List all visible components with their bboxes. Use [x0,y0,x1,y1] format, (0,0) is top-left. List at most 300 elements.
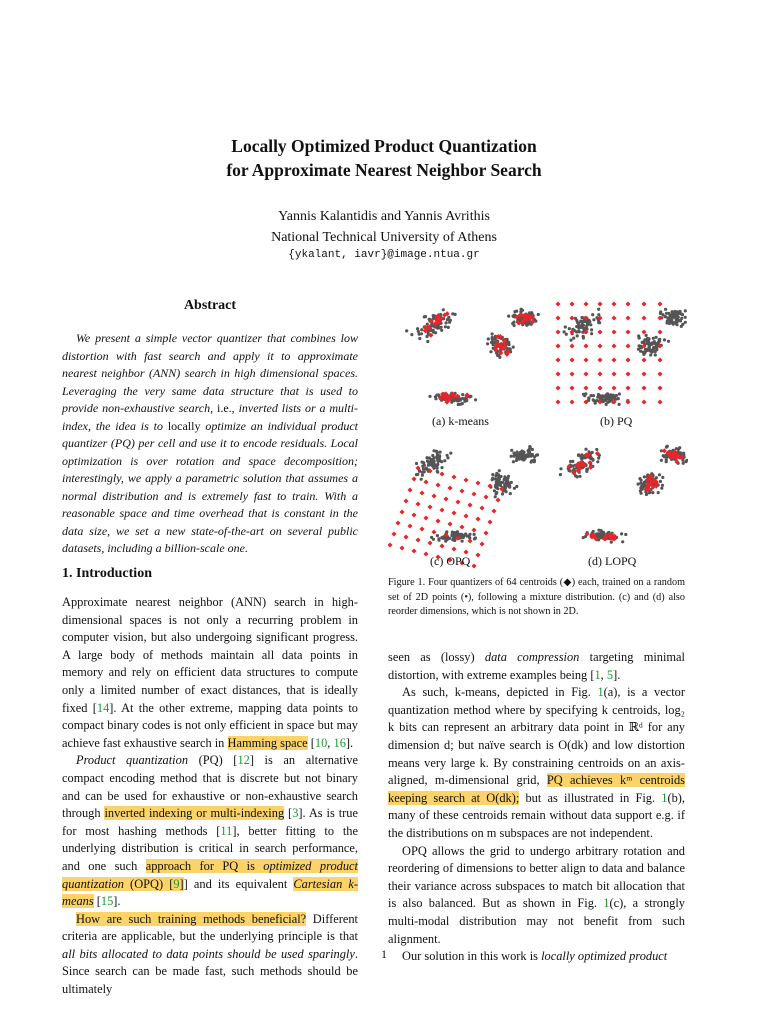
intro-text: Different criteria are applicable, but the underlying principle is that [62,911,358,944]
centroid-marker [583,371,588,376]
body-text: OPQ allows the grid to undergo arbitrary rotation and reordering of dimensions to better align to data and balance their variance across subspaces to match bit allocation that is also balanced. But as shown in Fig. [388,843,685,911]
data-point [641,341,644,344]
highlight-inverted-indexing[interactable]: inverted indexing or multi-indexing [104,806,285,821]
centroid-marker [407,487,412,492]
intro-text: ]. [345,735,354,750]
abstract-text-a: We present a simple vector quantizer that combines low distortion with fast search and apply it to approximate nearest neighbor (ANN) search in high dimensional spaces. Leveraging the very same data structure that is used to provide non-exhaustive search, [62,331,358,415]
citation-link[interactable]: 1 [594,667,601,682]
data-point [436,471,439,474]
data-point [512,321,515,324]
point-cluster [659,308,687,328]
figure-link[interactable]: 1 [603,896,610,911]
data-point [655,336,658,339]
data-point [445,321,448,324]
body-text: (b), many of these centroids remain without data support e.g. if the distributions on m subspaces are not independent. [388,790,685,840]
figure-link[interactable]: 1 [597,685,604,700]
centroid-marker [447,485,452,490]
centroid-marker [597,343,602,348]
title-line-1: Locally Optimized Product Quantization [231,136,537,156]
data-point [624,533,627,536]
data-point [437,539,440,542]
data-point [649,353,652,356]
subfigure-label-b: (b) PQ [600,414,633,428]
data-point [610,541,613,544]
intro-text: ]. [113,894,121,909]
data-point [642,483,645,486]
centroid-marker [569,399,574,404]
centroid-marker [611,385,616,390]
data-point [499,482,502,485]
highlight-cartesian-kmeans[interactable]: Cartesian k-means [62,876,358,909]
data-point [537,313,540,316]
centroid-marker [423,515,428,520]
centroid-marker [555,329,560,334]
data-point [474,398,477,401]
data-point [679,319,682,322]
data-point [576,334,579,337]
centroid-marker [451,510,456,515]
centroid-marker [388,542,393,547]
centroid-marker [641,357,646,362]
data-point [640,492,643,495]
data-point [618,392,621,395]
data-point [658,473,661,476]
highlight-question[interactable]: How are such training methods beneficial? [76,911,307,926]
author-block [0,206,768,248]
data-point [589,323,592,326]
citation-link[interactable]: 5 [606,667,614,682]
data-point [601,534,604,537]
data-point [516,451,519,454]
centroid-marker [555,343,560,348]
centroid-marker [597,385,602,390]
centroid-marker [411,476,416,481]
centroid-marker [569,371,574,376]
data-point [596,396,599,399]
abstract-heading: Abstract [183,298,237,313]
citation-link[interactable]: 14 [96,700,110,715]
centroid-marker [467,502,472,507]
centroid-marker [657,371,662,376]
data-point [664,315,667,318]
data-point [614,394,617,397]
data-point [416,473,419,476]
data-point [660,459,663,462]
centroid-marker [423,551,428,556]
data-point [437,460,440,463]
data-point [474,536,477,539]
data-point [449,319,452,322]
subfigure-label-d: (d) LOPQ [588,554,637,568]
data-point [525,453,528,456]
centroid-marker [495,497,500,502]
intro-text: ]. At the other extreme, mapping data points to compact binary codes is not only efficient in space but may achieve fast exhaustive search in [62,700,358,750]
centroid-marker [415,537,420,542]
data-point [605,403,608,406]
body-text: Our solution in this work is [402,949,542,964]
point-cluster [637,334,670,357]
data-point [520,452,523,455]
centroid-marker [657,399,662,404]
data-point [667,340,670,343]
data-point [489,350,492,353]
paper-title [0,134,768,182]
data-point [520,455,523,458]
data-point [559,473,562,476]
centroid-marker [555,385,560,390]
body-emphasis: locally optimized product [541,949,668,964]
data-point [522,458,525,461]
centroid-marker [611,301,616,306]
authors: Yannis Kalantidis and Yannis Avrithis [278,209,490,224]
data-point [427,331,430,334]
intro-text: ]. As is true for most hashing methods [ [62,806,358,838]
data-point [678,446,681,449]
figure-1 [388,290,688,570]
body-text: As such, k-means, depicted in Fig. [402,685,598,700]
highlight-pq-achieves[interactable]: PQ achieves kᵐ centroids keeping search at O(dk); [388,773,685,805]
data-point [621,540,624,543]
data-point [591,313,594,316]
point-cluster [582,392,629,406]
data-point [449,452,452,455]
data-point [423,315,426,318]
data-point [507,315,510,318]
data-point [646,337,649,340]
data-point [421,474,424,477]
data-point [661,476,664,479]
centroid-marker [611,329,616,334]
data-point [578,326,581,329]
centroid-marker [625,399,630,404]
data-point [494,495,497,498]
centroid-marker [641,315,646,320]
data-point [660,487,663,490]
citation-link[interactable]: 16 [333,735,346,750]
data-point [440,536,443,539]
data-point [461,540,464,543]
centroid-marker [463,513,468,518]
citation-link[interactable]: 10 [314,735,328,750]
data-point [564,325,567,328]
citation-link[interactable]: 9 [173,876,180,891]
intro-text: ] is an alternative compact encoding method that is discrete but not binary and can be used for exhaustive or non-exhaustive search through [62,753,358,821]
subfigure-label-a: (a) k-means [432,414,489,428]
data-point [655,348,658,351]
centroid-marker [451,546,456,551]
data-point [642,353,645,356]
data-point [590,332,593,335]
data-point [568,327,571,330]
data-point [462,536,465,539]
section-heading-introduction: 1. Introduction [62,566,152,581]
data-point [637,348,640,351]
data-point [585,324,588,327]
data-point [648,348,651,351]
data-point [569,339,572,342]
data-point [510,455,513,458]
data-point [675,314,678,317]
centroid-marker [625,301,630,306]
highlight-hamming-space[interactable]: Hamming space [227,735,308,750]
centroid-marker [641,329,646,334]
centroid-marker [439,471,444,476]
data-point [512,346,515,349]
data-point [580,455,583,458]
data-point [676,320,679,323]
data-point [428,395,431,398]
centroid-marker [411,548,416,553]
data-point [510,449,513,452]
centroid-marker [447,521,452,526]
centroid-marker [475,480,480,485]
centroid-marker [427,504,432,509]
highlight-opq[interactable]: approach for PQ is optimized product quantization (OPQ) [9] [62,858,358,891]
centroid-marker [459,488,464,493]
centroid-marker [625,343,630,348]
data-point [473,533,476,536]
point-cluster [510,445,539,464]
data-point [579,320,582,323]
data-point [491,332,494,335]
centroid-marker [597,357,602,362]
intro-text: (OPQ) [ [123,876,174,891]
data-point [665,458,668,461]
centroid-marker [403,534,408,539]
centroid-marker [427,540,432,545]
data-point [424,467,427,470]
data-point [512,460,515,463]
data-point [664,308,667,311]
body-text: targeting minimal distortion, with extreme examples being [ [388,650,686,682]
introduction-body: Approximate nearest neighbor (ANN) search in high-dimensional spaces is not only a recurring problem in computer vision, but also undergoing significant progress. A large body of methods maintain all data points in memory and rely on efficient data structures to compute only a limited number of exact distances, that is ideally fixed [14]. At the other extreme, mapping data points to compact binary codes is not only efficient in space but may achieve fast exhaustive search in Hamming space [10, 16]. Product quantization (PQ) [12] is an alternative compact encoding method that is discrete but not binary and can be used for exhaustive or non-exhaustive search through inverted indexing or multi-indexing [3]. As is true for most hashing methods [11], better fitting to the underlying distribution is critical in search performance, and one such approach for PQ is optimized product quantization (OPQ) [9]] and its equivalent Cartesian k-means [15]. How are such training methods beneficial? Different criteria are applicable, but the underlying principle is that all bits allocated to data points should be used sparingly. Since search can be made fast, such methods should be ultimately [62,595,358,997]
data-point [418,470,421,473]
centroid-marker [597,301,602,306]
data-point [652,341,655,344]
data-point [421,461,424,464]
data-point [432,331,435,334]
abstract-text-b: inverted lists or a multi-index, the idea is to [62,401,359,433]
data-point [618,403,621,406]
data-point [654,353,657,356]
data-point [491,477,494,480]
data-point [661,484,664,487]
data-point [655,476,658,479]
centroid-marker [415,501,420,506]
body-emphasis: data compression [484,650,580,664]
data-point [494,474,497,477]
centroid-marker [431,493,436,498]
data-point [637,334,640,337]
centroid-marker [407,523,412,528]
centroid-marker [611,343,616,348]
data-point [597,457,600,460]
centroid-marker [479,541,484,546]
centroid-marker [583,385,588,390]
data-point [491,336,494,339]
data-point [659,312,662,315]
data-point [410,333,413,336]
highlight-text: approach for PQ is [145,858,255,873]
citation-link[interactable]: 3 [292,806,299,821]
data-point [418,337,421,340]
centroid-marker [625,371,630,376]
centroid-marker [467,538,472,543]
data-point [608,396,611,399]
point-cluster [415,449,453,481]
centroid-marker [391,531,396,536]
data-point [608,400,611,403]
data-point [513,454,516,457]
data-point [516,454,519,457]
data-point [451,538,454,541]
data-point [420,332,423,335]
data-point [423,464,426,467]
abstract-text-c: optimize an individual product quantizer (PQ) per cell and use it to encode residuals. Local optimization is over rotation and space decomposition; interestingly, we apply a parametric solution that assumes a normal distribution and is extremely fast to train. With a reasonable space and time overhead that is constant in the data size, we set a new state-of-the-art on several public datasets, including a billion-scale one. [62,418,359,555]
data-point [652,337,655,340]
data-point [592,398,595,401]
citation-link[interactable]: 11 [220,823,233,838]
data-point [605,393,608,396]
data-point [590,394,593,397]
data-point [676,310,679,313]
centroid-marker [657,315,662,320]
centroid-marker [555,357,560,362]
centroid-marker [657,357,662,362]
data-point [582,335,585,338]
data-point [436,463,439,466]
centroid-marker [569,343,574,348]
data-point [681,313,684,316]
intro-emphasis: all bits allocated to data points should be used sparingly [62,946,355,961]
data-point [663,338,666,341]
data-point [507,341,510,344]
data-point [528,445,531,448]
centroid-marker [475,552,480,557]
data-point [421,471,424,474]
data-point [431,458,434,461]
abstract-locally: locally [167,418,201,433]
data-point [585,468,588,471]
body-text: seen as (lossy) [388,650,485,664]
data-point [651,491,654,494]
data-point [528,450,531,453]
point-cluster [582,529,628,544]
data-point [416,327,419,330]
centroid-marker [399,509,404,514]
data-point [578,475,581,478]
centroid-marker [439,543,444,548]
data-point [468,535,471,538]
centroid-marker [399,545,404,550]
data-point [492,343,495,346]
centroid-marker [395,520,400,525]
data-point [591,458,594,461]
data-point [486,342,489,345]
affiliation: National Technical University of Athens [271,230,497,245]
data-point [645,334,648,337]
citation-link[interactable]: 12 [237,753,250,768]
centroid-marker [641,385,646,390]
data-point [671,316,674,319]
centroid-marker [611,315,616,320]
figure-1-caption: Figure 1. Four quantizers of 64 centroids (◆) each, trained on a random set of 2D points (•), following a mixture distribution. (c) and (d) also reorder dimensions, which is not shown in 2D. [388,577,685,617]
data-point [667,317,670,320]
data-point [641,488,644,491]
centroid-marker [419,526,424,531]
centroid-marker [641,371,646,376]
data-point [576,330,579,333]
centroid-marker [583,343,588,348]
centroid-marker [569,315,574,320]
data-point [682,462,685,465]
centroid-marker [583,357,588,362]
abstract-ie: i.e., [217,401,235,415]
intro-text: (PQ) [ [188,753,238,768]
centroid-marker [625,385,630,390]
centroid-marker [459,524,464,529]
data-point [559,467,562,470]
intro-text: ], better fitting to the underlying distribution is critical in search performance, and one such [62,823,358,873]
point-cluster [489,469,518,498]
data-point [513,310,516,313]
centroid-marker [423,479,428,484]
data-point [420,478,423,481]
centroid-marker [641,301,646,306]
body-text: (a), is a vector quantization method where by specifying k centroids, log₂ k bits can represent an arbitrary data point in ℝᵈ for any dimension d; but naïve search is O(dk) and low distortion means very large k. By constraining centroids on an axis-aligned, m-dimensional grid, [388,685,685,788]
body-text: but as illustrated in Fig. [519,790,662,805]
centroid-marker [487,519,492,524]
data-point [444,325,447,328]
data-point [584,448,587,451]
data-point [440,326,443,329]
data-point [572,337,575,340]
data-point [673,311,676,314]
data-point [597,393,600,396]
data-point [428,463,431,466]
centroid-marker [569,301,574,306]
data-point [451,531,454,534]
centroid-marker [419,490,424,495]
data-point [504,489,507,492]
data-point [590,328,593,331]
data-point [507,484,510,487]
citation-link[interactable]: 15 [100,894,114,909]
data-point [431,454,434,457]
data-point [448,537,451,540]
data-point [612,394,615,397]
data-point [665,446,668,449]
data-point [428,456,431,459]
data-point [667,312,670,315]
figure-link[interactable]: 1 [661,790,668,805]
data-point [620,532,623,535]
centroid-marker [625,315,630,320]
data-point [575,319,578,322]
data-point [600,396,603,399]
centroid-marker [657,301,662,306]
data-point [643,475,646,478]
data-point [446,456,449,459]
data-point [432,538,435,541]
data-point [651,348,654,351]
data-point [494,485,497,488]
centroid-marker [611,357,616,362]
centroid-marker [483,494,488,499]
right-column-body: seen as (lossy) data compression targeting minimal distortion, with extreme examples being [1, 5]. As such, k-means, depicted in Fig. 1(a), is a vector quantization method where by specifying k centroids, log₂ k bits can represent an arbitrary data point in ℝᵈ for any dimension d; but naïve search is O(dk) and low distortion means very large k. By constraining centroids on an axis-aligned, m-dimensional grid, PQ achieves kᵐ centroids keeping search at O(dk); but as illustrated in Fig. 1(b), many of these centroids remain without data support e.g. if the distributions on m subspaces are not independent. OPQ allows the grid to undergo arbitrary rotation and reordering of dimensions to better align to data and balance their variance across subspaces to match bit allocation that is also balanced. But as shown in Fig. 1(c), a strongly multi-modal distribution may not benefit from such alignment. Our solution in this work is locally optimized product [388,650,686,964]
centroid-marker [491,508,496,513]
title-line-2: for Approximate Nearest Neighbor Search [226,160,542,180]
